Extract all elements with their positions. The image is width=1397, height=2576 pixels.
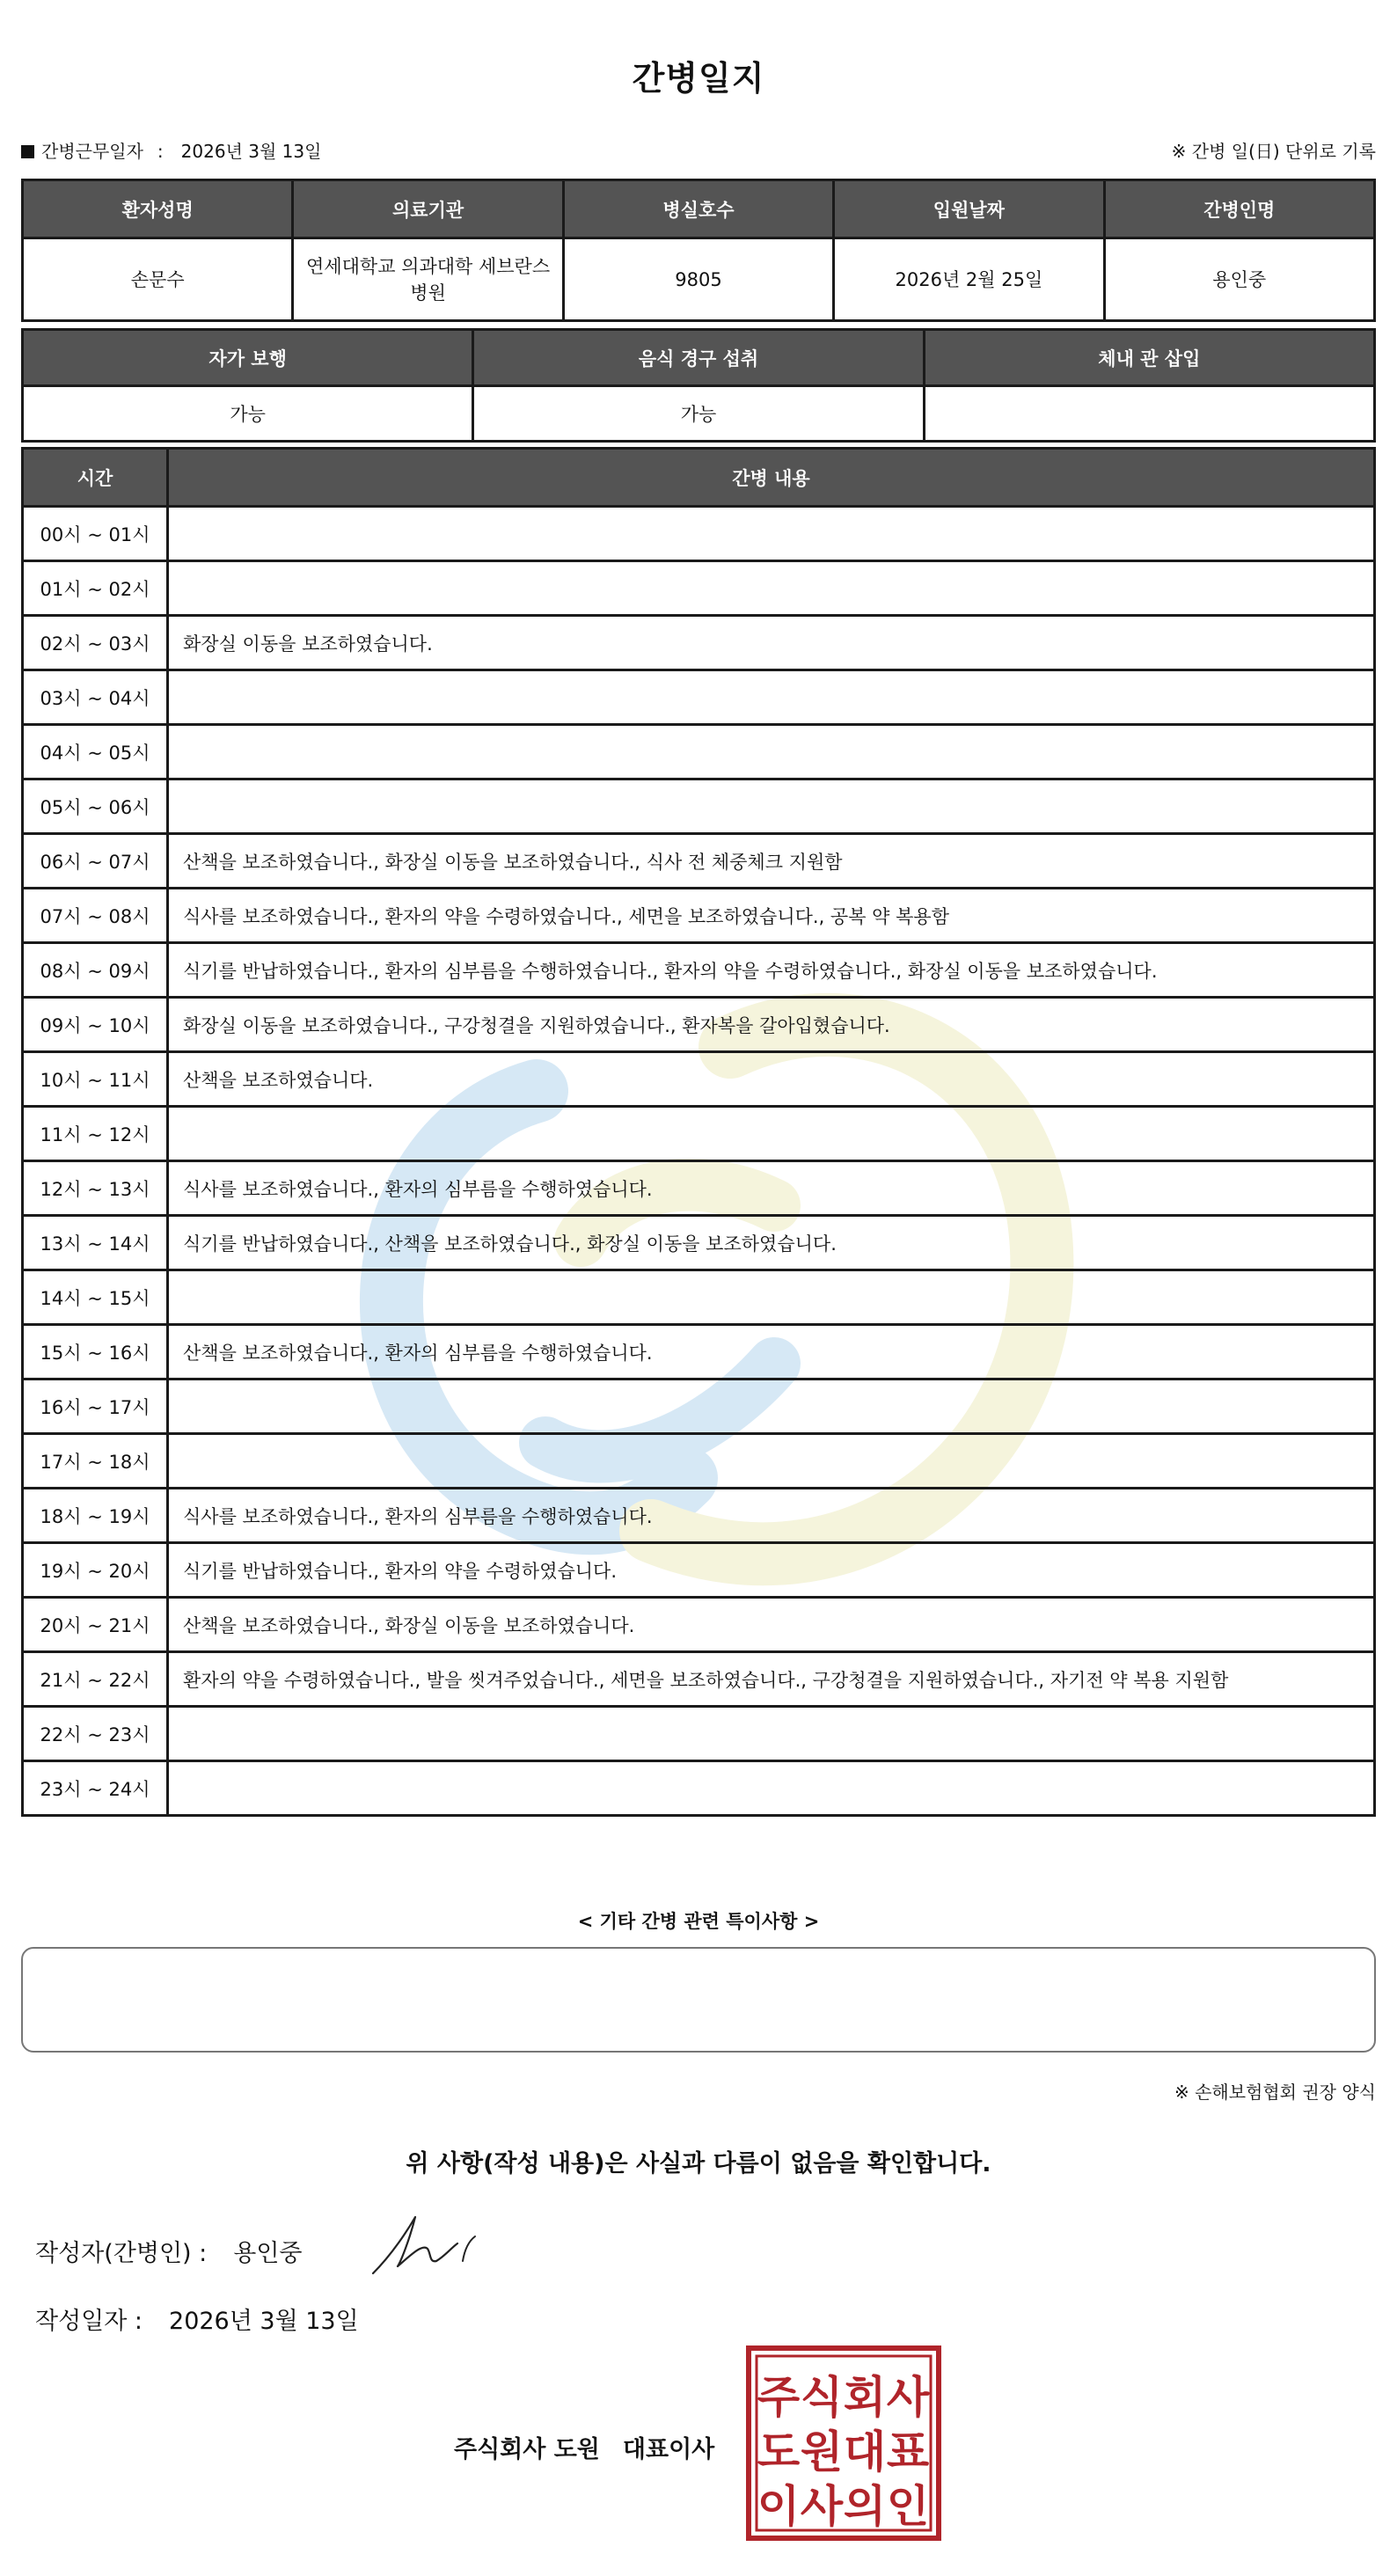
care-log-content: 식기를 반납하였습니다., 산책을 보조하였습니다., 화장실 이동을 보조하였습니다.	[168, 1216, 1375, 1270]
document-title: 간병일지	[632, 59, 765, 98]
header-oral-intake: 음식 경구 섭취	[473, 330, 924, 386]
care-log-content: 식사를 보조하였습니다., 환자의 심부름을 수행하였습니다.	[168, 1161, 1375, 1216]
writer-label: 작성자(간병인) :	[35, 2240, 208, 2267]
svg-text:회: 회	[843, 2372, 887, 2423]
care-log-content	[168, 561, 1375, 616]
care-log-content	[168, 1761, 1375, 1816]
care-log-time: 12시 ~ 13시	[23, 1161, 168, 1216]
care-log-content	[168, 1434, 1375, 1489]
care-log-content	[168, 507, 1375, 561]
care-log-content: 식기를 반납하였습니다., 환자의 약을 수령하였습니다.	[168, 1543, 1375, 1598]
care-log-content	[168, 1107, 1375, 1161]
care-log-row	[23, 1379, 1375, 1434]
work-date	[21, 137, 321, 163]
care-log-time: 23시 ~ 24시	[23, 1761, 168, 1816]
company-ceo-title: 대표이사	[622, 2436, 715, 2463]
work-date-label: 간병근무일자	[41, 141, 143, 162]
written-date-value: 2026년 3월 13일	[169, 2308, 359, 2335]
svg-text:주: 주	[757, 2372, 801, 2423]
care-log-row	[23, 1543, 1375, 1598]
record-unit-note: ※ 간병 일(日) 단위로 기록	[1171, 141, 1376, 162]
care-log-row	[23, 670, 1375, 725]
header-care-content: 간병 내용	[168, 449, 1375, 507]
care-log-row	[23, 561, 1375, 616]
work-date-value: 2026년 3월 13일	[180, 141, 322, 162]
written-date-line	[35, 2302, 359, 2336]
admission-date: 2026년 2월 25일	[834, 238, 1104, 321]
header-caregiver: 간병인명	[1104, 180, 1374, 238]
work-date-separator: :	[157, 141, 164, 162]
company-line	[454, 2430, 714, 2464]
care-log-row	[23, 1270, 1375, 1325]
care-log-row	[23, 1761, 1375, 1816]
patient-info-table	[21, 179, 1376, 322]
hospital-name: 연세대학교 의과대학 세브란스병원	[293, 238, 563, 321]
care-log-row	[23, 1107, 1375, 1161]
care-log-row	[23, 889, 1375, 943]
care-log-time: 03시 ~ 04시	[23, 670, 168, 725]
patient-status-header-row	[23, 330, 1375, 386]
company-name: 주식회사 도원	[454, 2436, 600, 2463]
care-log-time: 01시 ~ 02시	[23, 561, 168, 616]
care-log-row	[23, 1052, 1375, 1107]
tube-insertion-status	[924, 386, 1374, 442]
care-log-row	[23, 1434, 1375, 1489]
care-log-content: 환자의 약을 수령하였습니다., 발을 씻겨주었습니다., 세면을 보조하였습니다., 구강청결을 지원하였습니다., 자기전 약 복용 지원함	[168, 1652, 1375, 1707]
care-log-time: 04시 ~ 05시	[23, 725, 168, 779]
care-log-time: 14시 ~ 15시	[23, 1270, 168, 1325]
care-log-time: 08시 ~ 09시	[23, 943, 168, 998]
care-log-row	[23, 507, 1375, 561]
care-log-row	[23, 1707, 1375, 1761]
signature	[366, 2210, 489, 2280]
care-log-content: 식사를 보조하였습니다., 환자의 심부름을 수행하였습니다.	[168, 1489, 1375, 1543]
walking-status: 가능	[23, 386, 473, 442]
patient-status-table	[21, 328, 1376, 443]
notes-title: < 기타 간병 관련 특이사항 >	[577, 1911, 820, 1932]
confirmation-statement: 위 사항(작성 내용)은 사실과 다름이 없음을 확인합니다.	[406, 2150, 991, 2177]
notes-box	[21, 1947, 1376, 2053]
svg-text:사: 사	[800, 2481, 844, 2532]
header-tube-insertion: 체내 관 삽입	[924, 330, 1374, 386]
care-log-row	[23, 1216, 1375, 1270]
care-log-time: 18시 ~ 19시	[23, 1489, 168, 1543]
care-log-content: 화장실 이동을 보조하였습니다.	[168, 616, 1375, 670]
svg-text:사: 사	[886, 2372, 930, 2423]
writer-line	[35, 2234, 303, 2268]
header-room: 병실호수	[563, 180, 833, 238]
care-log-time: 11시 ~ 12시	[23, 1107, 168, 1161]
care-log-row	[23, 1161, 1375, 1216]
care-log-time: 21시 ~ 22시	[23, 1652, 168, 1707]
care-log-row	[23, 1489, 1375, 1543]
care-log-row	[23, 1598, 1375, 1652]
svg-text:식: 식	[800, 2372, 844, 2423]
care-log-time: 15시 ~ 16시	[23, 1325, 168, 1379]
svg-text:원: 원	[800, 2426, 844, 2477]
room-number: 9805	[563, 238, 833, 321]
header-hospital: 의료기관	[293, 180, 563, 238]
care-log-row	[23, 834, 1375, 889]
care-log-content: 산책을 보조하였습니다.	[168, 1052, 1375, 1107]
svg-text:의: 의	[843, 2481, 887, 2532]
care-log-time: 22시 ~ 23시	[23, 1707, 168, 1761]
patient-status-value-row	[23, 386, 1375, 442]
work-date-row	[21, 137, 1376, 165]
patient-info-header-row	[23, 180, 1375, 238]
care-log-time: 10시 ~ 11시	[23, 1052, 168, 1107]
svg-text:인: 인	[886, 2481, 930, 2532]
care-log-time: 13시 ~ 14시	[23, 1216, 168, 1270]
care-log-content: 산책을 보조하였습니다., 화장실 이동을 보조하였습니다.	[168, 1598, 1375, 1652]
patient-info-value-row	[23, 238, 1375, 321]
care-log-row	[23, 725, 1375, 779]
care-log-row	[23, 943, 1375, 998]
written-date-label: 작성일자 :	[35, 2308, 143, 2335]
care-log-time: 06시 ~ 07시	[23, 834, 168, 889]
care-log-time: 00시 ~ 01시	[23, 507, 168, 561]
care-log-content	[168, 1379, 1375, 1434]
header-patient-name: 환자성명	[23, 180, 293, 238]
care-log-time: 20시 ~ 21시	[23, 1598, 168, 1652]
writer-name: 용인중	[233, 2240, 303, 2267]
care-log-content: 산책을 보조하였습니다., 환자의 심부름을 수행하였습니다.	[168, 1325, 1375, 1379]
care-log-header-row	[23, 449, 1375, 507]
svg-text:도: 도	[757, 2426, 801, 2477]
care-log-content	[168, 725, 1375, 779]
header-time: 시간	[23, 449, 168, 507]
care-log-table	[21, 447, 1376, 1817]
care-log-content: 식기를 반납하였습니다., 환자의 심부름을 수행하였습니다., 환자의 약을 수령하였습니다., 화장실 이동을 보조하였습니다.	[168, 943, 1375, 998]
care-log-time: 17시 ~ 18시	[23, 1434, 168, 1489]
care-log-row	[23, 998, 1375, 1052]
care-log-content	[168, 1707, 1375, 1761]
care-log-row	[23, 1652, 1375, 1707]
care-log-content: 화장실 이동을 보조하였습니다., 구강청결을 지원하였습니다., 환자복을 갈아입혔습니다.	[168, 998, 1375, 1052]
care-log-content	[168, 779, 1375, 834]
company-seal-icon	[746, 2345, 941, 2541]
care-log-time: 16시 ~ 17시	[23, 1379, 168, 1434]
care-log-time: 07시 ~ 08시	[23, 889, 168, 943]
patient-name: 손문수	[23, 238, 293, 321]
oral-intake-status: 가능	[473, 386, 924, 442]
care-log-content: 식사를 보조하였습니다., 환자의 약을 수령하였습니다., 세면을 보조하였습니다., 공복 약 복용함	[168, 889, 1375, 943]
care-log-content	[168, 670, 1375, 725]
care-log-time: 05시 ~ 06시	[23, 779, 168, 834]
recommended-form-note: ※ 손해보험협회 권장 양식	[1174, 2082, 1376, 2103]
svg-text:이: 이	[757, 2481, 801, 2532]
care-log-row	[23, 1325, 1375, 1379]
care-log-content: 산책을 보조하였습니다., 화장실 이동을 보조하였습니다., 식사 전 체중체크 지원함	[168, 834, 1375, 889]
care-log-time: 09시 ~ 10시	[23, 998, 168, 1052]
svg-text:표: 표	[886, 2426, 930, 2477]
care-log-time: 19시 ~ 20시	[23, 1543, 168, 1598]
care-log-content	[168, 1270, 1375, 1325]
svg-text:대: 대	[843, 2426, 887, 2477]
header-walking: 자가 보행	[23, 330, 473, 386]
caregiver-name: 용인중	[1104, 238, 1374, 321]
header-admission-date: 입원날짜	[834, 180, 1104, 238]
care-log-row	[23, 779, 1375, 834]
care-log-time: 02시 ~ 03시	[23, 616, 168, 670]
square-bullet-icon	[21, 145, 34, 158]
care-log-row	[23, 616, 1375, 670]
